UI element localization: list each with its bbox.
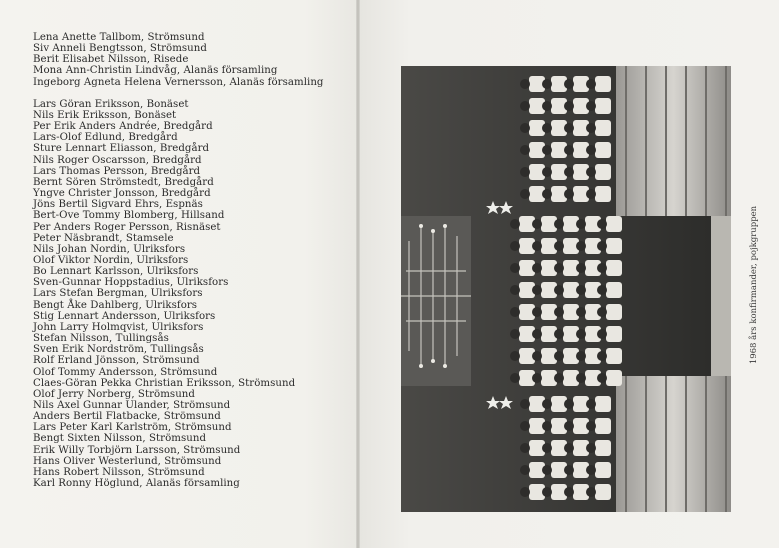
name-entry: Stig Lennart Andersson, Ulriksfors <box>33 310 216 322</box>
confirmand-head <box>542 79 552 89</box>
confirmand-head <box>586 189 596 199</box>
name-entry: Olof Jerry Norberg, Strömsund <box>33 388 195 400</box>
confirmand-head <box>532 329 542 339</box>
confirmand-head <box>597 219 607 229</box>
confirmand-head <box>532 351 542 361</box>
confirmand-head <box>520 399 530 409</box>
confirmand-head <box>520 79 530 89</box>
confirmand-head <box>554 263 564 273</box>
confirmand-head <box>510 329 520 339</box>
name-entry: Mona Ann-Christin Lindvåg, Alanäs församling <box>33 65 278 77</box>
confirmand-head <box>532 285 542 295</box>
photo-caption <box>747 205 761 365</box>
confirmand-head <box>576 241 586 251</box>
group-photo-image <box>401 66 731 512</box>
confirmand-head <box>576 307 586 317</box>
confirmand-head <box>554 373 564 383</box>
confirmand-figure <box>595 98 611 114</box>
name-entry: Nils Erik Eriksson, Bonäset <box>33 109 177 121</box>
confirmand-head <box>510 263 520 273</box>
confirmand-head <box>520 189 530 199</box>
name-entry: John Larry Holmqvist, Ulriksfors <box>33 321 204 333</box>
confirmand-head <box>586 101 596 111</box>
confirmand-head <box>520 421 530 431</box>
confirmand-head <box>586 421 596 431</box>
confirmand-figure <box>606 260 622 276</box>
name-entry: Hans Oliver Westerlund, Strömsund <box>33 455 222 467</box>
confirmand-head <box>554 219 564 229</box>
confirmand-head <box>520 167 530 177</box>
confirmand-head <box>564 465 574 475</box>
confirmand-head <box>564 421 574 431</box>
confirmand-head <box>520 101 530 111</box>
name-entry: Claes-Göran Pekka Christian Eriksson, Strömsund <box>33 377 296 389</box>
confirmand-figure <box>606 238 622 254</box>
confirmand-head <box>532 373 542 383</box>
confirmand-figure <box>595 418 611 434</box>
confirmand-head <box>554 307 564 317</box>
confirmand-head <box>576 329 586 339</box>
confirmand-figure <box>595 484 611 500</box>
name-entry: Bernt Sören Strömstedt, Bredgård <box>33 176 214 188</box>
confirmand-head <box>542 101 552 111</box>
confirmand-head <box>520 443 530 453</box>
confirmand-head <box>586 465 596 475</box>
confirmand-figure <box>595 120 611 136</box>
confirmand-head <box>576 373 586 383</box>
photo-caption-text: 1968 års konfirmander, pojkgruppen <box>749 205 759 365</box>
confirmand-figure <box>595 76 611 92</box>
confirmand-figure <box>606 348 622 364</box>
confirmand-head <box>520 145 530 155</box>
name-entry: Lena Anette Tallbom, Strömsund <box>33 32 205 43</box>
confirmand-head <box>564 487 574 497</box>
confirmand-head <box>586 399 596 409</box>
confirmand-head <box>576 219 586 229</box>
name-entry: Bengt Sixten Nilsson, Strömsund <box>33 433 207 445</box>
confirmand-head <box>510 307 520 317</box>
name-entry: Lars Peter Karl Karlström, Strömsund <box>33 422 232 434</box>
confirmand-head <box>510 219 520 229</box>
confirmand-figure <box>595 186 611 202</box>
left-page <box>0 0 358 548</box>
name-entry: Rolf Erland Jönsson, Strömsund <box>33 355 200 367</box>
name-entry: Anders Bertil Flatbacke, Strömsund <box>33 411 221 423</box>
confirmand-head <box>542 465 552 475</box>
confirmand-head <box>542 189 552 199</box>
confirmand-figure <box>595 164 611 180</box>
confirmand-head <box>564 189 574 199</box>
confirmand-list <box>33 32 353 500</box>
name-entry: Sven Erik Nordström, Tullingsås <box>33 344 204 356</box>
confirmand-head <box>597 241 607 251</box>
name-entry: Olof Tommy Andersson, Strömsund <box>33 366 218 378</box>
confirmand-head <box>597 373 607 383</box>
name-entry: Lars Stefan Bergman, Ulriksfors <box>33 288 203 300</box>
name-entry: Bengt Åke Dahlberg, Ulriksfors <box>33 299 198 311</box>
confirmand-figure <box>606 326 622 342</box>
confirmand-head <box>586 167 596 177</box>
name-entry: Lars-Olof Edlund, Bredgård <box>33 132 178 144</box>
confirmand-head <box>586 443 596 453</box>
girls-group <box>33 32 353 88</box>
confirmand-head <box>576 285 586 295</box>
name-entry: Berit Elisabet Nilsson, Risede <box>33 54 189 66</box>
confirmand-head <box>597 351 607 361</box>
confirmand-head <box>554 351 564 361</box>
confirmand-head <box>554 329 564 339</box>
confirmand-head <box>564 145 574 155</box>
confirmand-head <box>554 241 564 251</box>
confirmand-head <box>564 101 574 111</box>
confirmand-head <box>597 285 607 295</box>
confirmand-figure <box>606 304 622 320</box>
name-entry: Sven-Gunnar Hoppstadius, Ulriksfors <box>33 277 229 289</box>
confirmand-figure <box>595 462 611 478</box>
confirmand-head <box>564 79 574 89</box>
name-entry: Siv Anneli Bengtsson, Strömsund <box>33 43 207 55</box>
confirmand-head <box>564 399 574 409</box>
name-entry: Stefan Nilsson, Tullingsås <box>33 333 169 345</box>
name-entry: Per Anders Roger Persson, Risnäset <box>33 221 221 233</box>
name-entry: Ingeborg Agneta Helena Vernersson, Alanäs församling <box>33 76 324 88</box>
confirmand-head <box>576 263 586 273</box>
confirmand-head <box>554 285 564 295</box>
confirmand-head <box>586 123 596 133</box>
name-entry: Yngve Christer Jonsson, Bredgård <box>33 188 211 200</box>
confirmand-head <box>576 351 586 361</box>
confirmand-head <box>542 145 552 155</box>
confirmand-head <box>542 167 552 177</box>
name-entry: Nils Johan Nordin, Ulriksfors <box>33 243 186 255</box>
confirmand-head <box>532 263 542 273</box>
confirmand-figure <box>606 370 622 386</box>
confirmand-head <box>542 123 552 133</box>
name-entry: Nils Axel Gunnar Ulander, Strömsund <box>33 400 231 411</box>
confirmand-head <box>510 351 520 361</box>
confirmand-head <box>564 443 574 453</box>
name-entry: Sture Lennart Eliasson, Bredgård <box>33 143 210 155</box>
confirmand-head <box>510 285 520 295</box>
confirmand-head <box>532 219 542 229</box>
confirmand-head <box>520 123 530 133</box>
confirmand-head <box>586 79 596 89</box>
name-entry: Olof Viktor Nordin, Ulriksfors <box>33 254 189 266</box>
name-entry: Bo Lennart Karlsson, Ulriksfors <box>33 266 199 278</box>
confirmand-head <box>532 307 542 317</box>
name-entry: Bert-Ove Tommy Blomberg, Hillsand <box>33 210 225 222</box>
confirmand-figure <box>595 440 611 456</box>
name-entry: Nils Roger Oscarsson, Bredgård <box>33 154 202 166</box>
confirmand-head <box>586 487 596 497</box>
confirmand-head <box>564 123 574 133</box>
confirmand-head <box>542 443 552 453</box>
confirmand-head <box>542 421 552 431</box>
confirmand-figure <box>606 216 622 232</box>
confirmand-head <box>510 241 520 251</box>
group-photo <box>401 66 731 512</box>
confirmand-figure <box>595 142 611 158</box>
name-entry: Lars Thomas Persson, Bredgård <box>33 165 201 177</box>
confirmand-head <box>597 329 607 339</box>
boys-group <box>33 99 353 489</box>
confirmand-head <box>597 263 607 273</box>
confirmand-head <box>542 487 552 497</box>
confirmand-head <box>564 167 574 177</box>
confirmand-figure <box>595 396 611 412</box>
confirmand-head <box>520 487 530 497</box>
confirmand-head <box>542 399 552 409</box>
confirmand-figure <box>606 282 622 298</box>
confirmand-head <box>586 145 596 155</box>
name-entry: Jöns Bertil Sigvard Ehrs, Espnäs <box>33 199 203 211</box>
name-entry: Per Erik Anders Andrée, Bredgård <box>33 121 213 133</box>
name-entry: Hans Robert Nilsson, Strömsund <box>33 466 205 478</box>
name-entry: Lars Göran Eriksson, Bonäset <box>33 98 189 110</box>
name-entry: Peter Näsbrandt, Stamsele <box>33 232 174 244</box>
name-entry: Karl Ronny Höglund, Alanäs församling <box>33 478 240 490</box>
name-entry: Erik Willy Torbjörn Larsson, Strömsund <box>33 444 241 456</box>
confirmand-head <box>532 241 542 251</box>
confirmand-head <box>520 465 530 475</box>
confirmand-head <box>597 307 607 317</box>
confirmand-head <box>510 373 520 383</box>
